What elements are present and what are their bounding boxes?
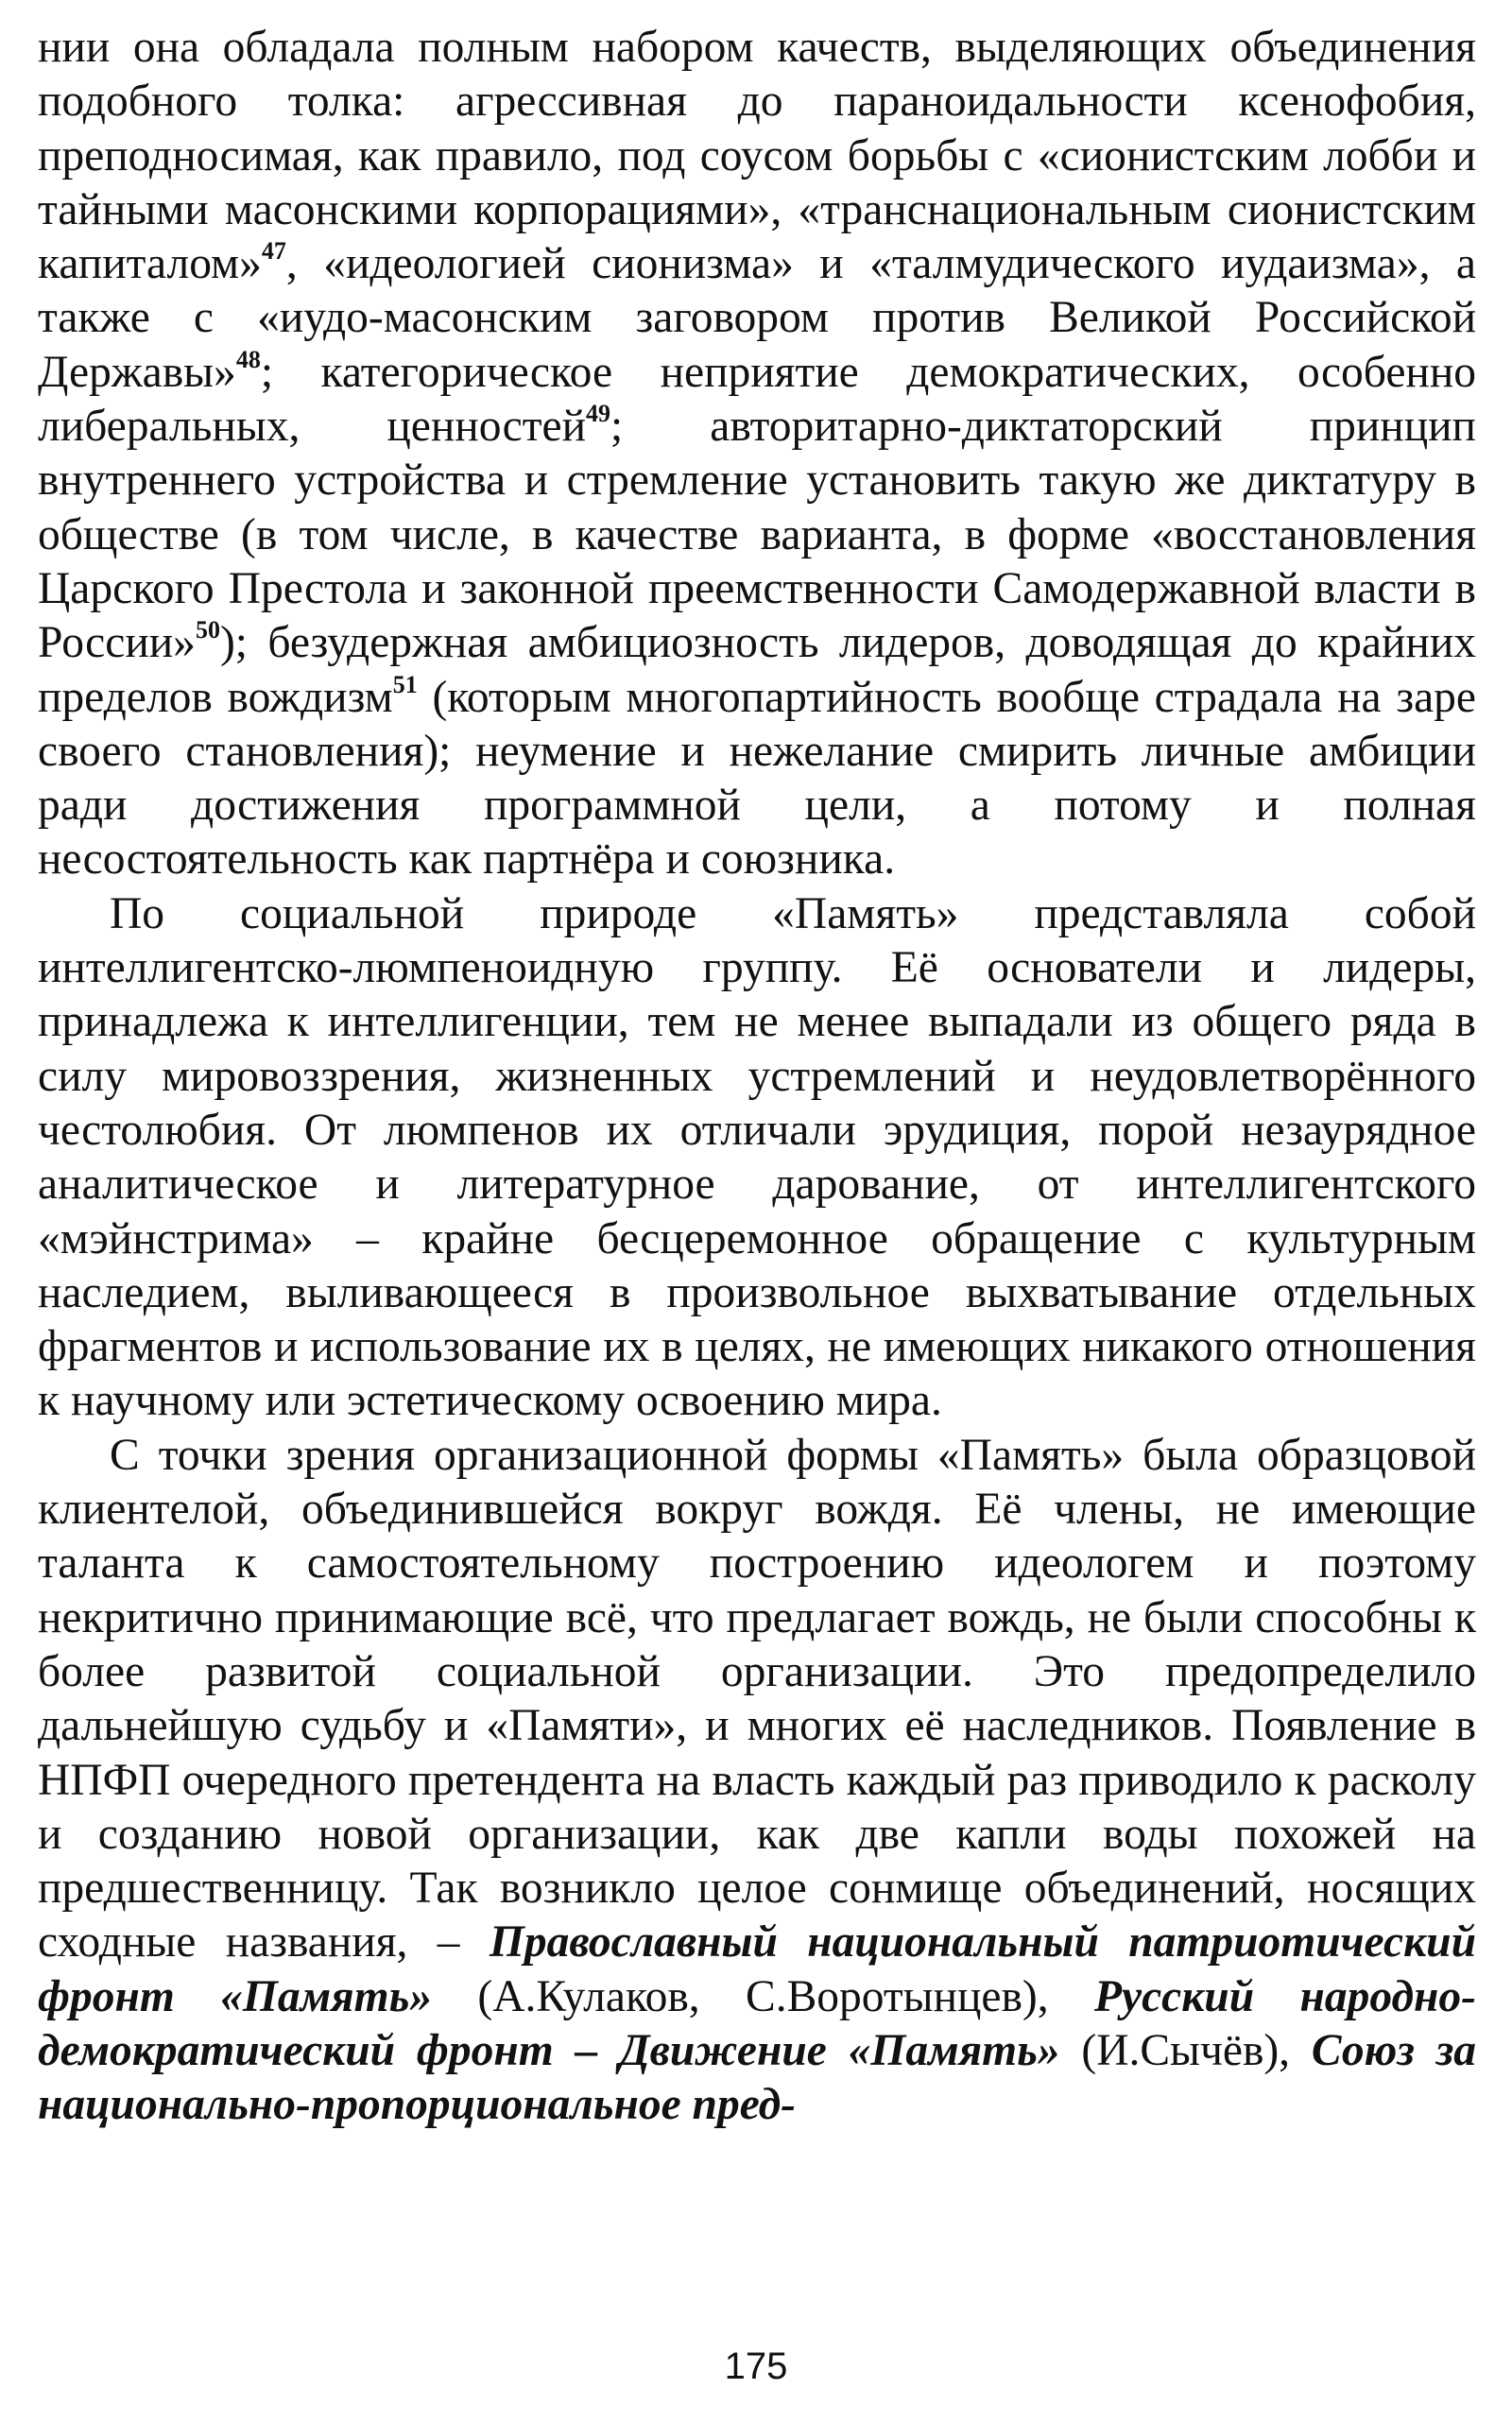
- page-text: [38, 21, 1476, 2383]
- text-run: (А.Кулаков, С.Воротынцев),: [432, 1971, 1094, 2021]
- organization-name-3: Союз за национально-пропорциональное пред-: [38, 2025, 1476, 2130]
- footnote-ref-51: 51: [392, 670, 418, 698]
- text-run: , «идеологией сионизма» и «талмудического иудаизма», а также с «иудо-масонским заговором против Великой Российской Державы»: [38, 239, 1476, 397]
- text-run: ); безудержная амбициозность лидеров, доводящая до крайних пределов вождизм: [38, 618, 1476, 722]
- footnote-ref-47: 47: [261, 237, 286, 266]
- text-run: (И.Сычёв),: [1059, 2025, 1312, 2075]
- paragraph-1: [38, 21, 1476, 887]
- text-run: С точки зрения организационной формы «Память» была образцовой клиентелой, объединившейся вокруг вождя. Её члены, не имеющие таланта к самостоятельному построению идеологем и поэтому некритично принимающие всё, что предлагает вождь, не были способны к более развитой социальной организации. Это предопределило дальнейшую судьбу и «Памяти», и многих её наследников. Появление в НПФП очередного претендента на власть каждый раз приводило к расколу и созданию новой организации, как две капли воды похожей на предшественницу. Так возникло целое сонмище объединений, носящих сходные названия, –: [38, 1430, 1476, 1968]
- text-run: ; авторитарно-диктаторский принцип внутреннего устройства и стремление установить такую же диктатуру в обществе (в том числе, в качестве варианта, в форме «восстановления Царского Престола и законной преемственности Самодержавной власти в России»: [38, 402, 1476, 668]
- page-number: 175: [724, 2346, 788, 2387]
- paragraph-2: По социальной природе «Память» представляла собой интеллигентско-люмпеноидную группу. Её основатели и лидеры, принадлежа к интеллигенции, тем не менее выпадали из общего ряда в силу мировоззрения, жизненных устремлений и неудовлетворённого честолюбия. От люмпенов их отличали эрудиция, порой незаурядное аналитическое и литературное дарование, от интеллигентского «мэйнстрима» – крайне бесцеремонное обращение с культурным наследием, выливающееся в произвольное выхватывание отдельных фрагментов и использование их в целях, не имеющих никакого отношения к научному или эстетическому освоению мира.: [38, 888, 1476, 1426]
- footnote-ref-48: 48: [235, 345, 261, 373]
- paragraph-3: [38, 1429, 1476, 2133]
- footnote-ref-49: 49: [586, 400, 610, 428]
- text-run: нии она обладала полным набором качеств, выделяющих объединения подобного толка: агрессивная до параноидальности ксенофобия, преподносимая, как правило, под соусом борьбы с «сионистским лобби и тайными масонскими корпорациями», «транснациональным сионистским капиталом»: [38, 23, 1476, 289]
- organization-name-2: Русский народно-демократический фронт – Движение «Память»: [38, 1971, 1476, 2075]
- organization-name-1: Православный национальный патриотический фронт «Память»: [38, 1917, 1477, 2021]
- text-run: ; категорическое неприятие демократических, особенно либеральных, ценностей: [38, 347, 1476, 452]
- footnote-ref-50: 50: [195, 616, 220, 644]
- text-run: (которым многопартийность вообще страдала на заре своего становления); неумение и нежелание смирить личные амбиции ради достижения программной цели, а потому и полная несостоятельность как партнёра и союзника.: [38, 672, 1477, 885]
